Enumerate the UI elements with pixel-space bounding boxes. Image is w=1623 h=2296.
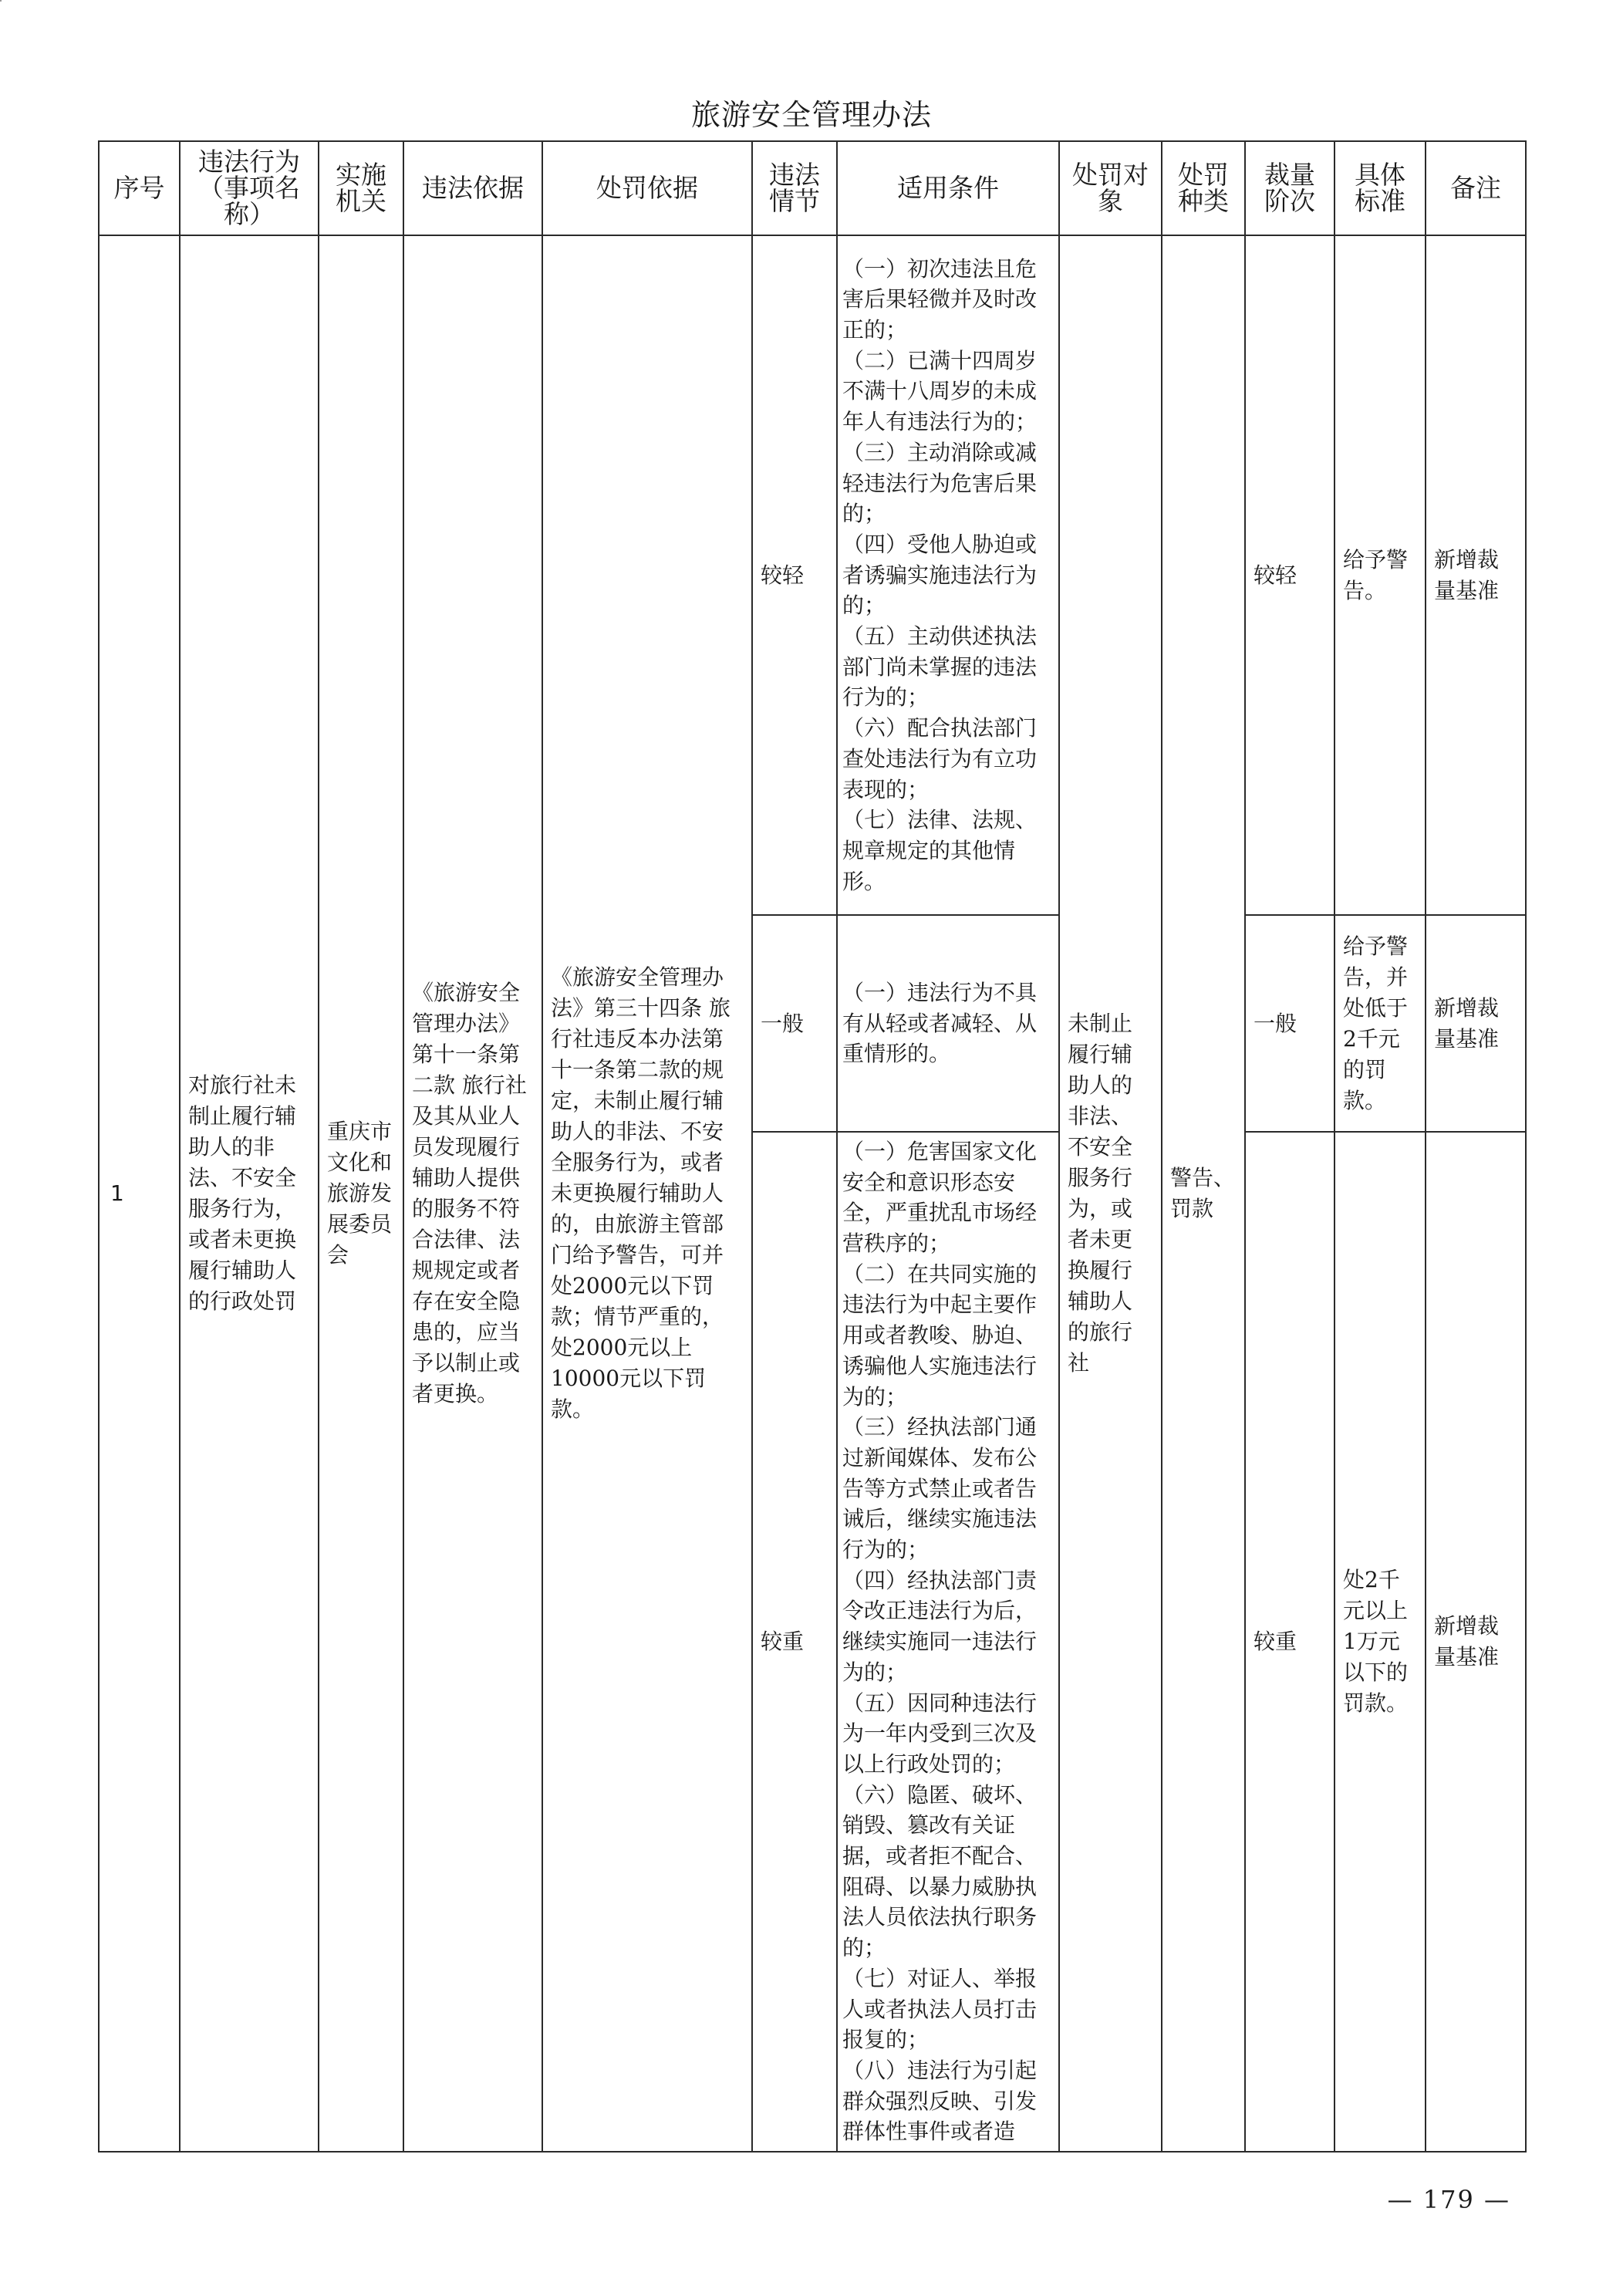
conditions-serious bbox=[837, 1132, 1059, 2152]
level-light: 较轻 bbox=[1245, 235, 1335, 915]
row-seq: 1 bbox=[99, 235, 180, 2152]
level-general: 一般 bbox=[1245, 915, 1335, 1132]
level-serious: 较重 bbox=[1245, 1132, 1335, 2152]
circumstance-serious: 较重 bbox=[752, 1132, 837, 2152]
row-violation-basis: 《旅游安全管理办法》第十一条第二款 旅行社及其从业人员发现履行辅助人提供的服务不符合法律、法规规定或者存在安全隐患的，应当予以制止或者更换。 bbox=[403, 235, 542, 2152]
row-act: 对旅行社未制止履行辅助人的非法、不安全服务行为，或者未更换履行辅助人的行政处罚 bbox=[180, 235, 319, 2152]
header-standard: 具体标准 bbox=[1335, 141, 1426, 235]
remark-light: 新增裁量基准 bbox=[1426, 235, 1526, 915]
condition-item: （七）对证人、举报人或者执法人员打击报复的； bbox=[842, 1965, 1038, 2053]
standard-light: 给予警告。 bbox=[1335, 235, 1426, 915]
page-number: — 179 — bbox=[1387, 2185, 1510, 2214]
header-act: 违法行为（事项名称） bbox=[180, 141, 319, 235]
table-header-row bbox=[99, 141, 1526, 235]
header-agency: 实施机关 bbox=[319, 141, 403, 235]
row-agency: 重庆市文化和旅游发展委员会 bbox=[319, 235, 403, 2152]
condition-item: （五）因同种违法行为一年内受到三次及以上行政处罚的； bbox=[842, 1690, 1038, 1777]
condition-item: （三）经执法部门通过新闻媒体、发布公告等方式禁止或者告诫后，继续实施违法行为的； bbox=[842, 1414, 1038, 1563]
header-penalty-type: 处罚种类 bbox=[1162, 141, 1245, 235]
condition-item: （八）违法行为引起群众强烈反映、引发群体性事件或者造 bbox=[842, 2057, 1038, 2145]
condition-item: （三）主动消除或减轻违法行为危害后果的； bbox=[842, 439, 1038, 527]
condition-item: （二）在共同实施的违法行为中起主要作用或者教唆、胁迫、诱骗他人实施违法行为的； bbox=[842, 1261, 1038, 1410]
header-penalty-basis: 处罚依据 bbox=[542, 141, 752, 235]
table-row bbox=[99, 235, 1526, 915]
standard-general: 给予警告，并处低于2千元的罚款。 bbox=[1335, 915, 1426, 1132]
conditions-light bbox=[837, 235, 1059, 915]
condition-item: （七）法律、法规、规章规定的其他情形。 bbox=[842, 807, 1038, 894]
header-conditions: 适用条件 bbox=[837, 141, 1059, 235]
condition-item: （六）配合执法部门查处违法行为有立功表现的； bbox=[842, 715, 1038, 802]
conditions-general bbox=[837, 915, 1059, 1132]
header-circumstance: 违法情节 bbox=[752, 141, 837, 235]
header-remark: 备注 bbox=[1426, 141, 1526, 235]
row-target: 未制止履行辅助人的非法、不安全服务行为，或者未更换履行辅助人的旅行社 bbox=[1059, 235, 1162, 2152]
circumstance-light: 较轻 bbox=[752, 235, 837, 915]
condition-item: （四）受他人胁迫或者诱骗实施违法行为的； bbox=[842, 531, 1038, 619]
condition-item: （二）已满十四周岁不满十八周岁的未成年人有违法行为的； bbox=[842, 347, 1038, 435]
row-penalty-basis: 《旅游安全管理办法》第三十四条 旅行社违反本办法第十一条第二款的规定，未制止履行辅助人的非法、不安全服务行为，或者未更换履行辅助人的，由旅游主管部门给予警告，可并处2000元以下罚款；情节严重的，处2000元以上10000元以下罚款。 bbox=[542, 235, 752, 2152]
condition-item: （一）违法行为不具有从轻或者减轻、从重情形的。 bbox=[842, 979, 1038, 1067]
row-penalty-type: 警告、罚款 bbox=[1162, 235, 1245, 2152]
remark-serious: 新增裁量基准 bbox=[1426, 1132, 1526, 2152]
header-level: 裁量阶次 bbox=[1245, 141, 1335, 235]
condition-item: （一）初次违法且危害后果轻微并及时改正的； bbox=[842, 255, 1038, 343]
document-title: 旅游安全管理办法 bbox=[690, 98, 932, 132]
header-target: 处罚对象 bbox=[1059, 141, 1162, 235]
header-seq: 序号 bbox=[99, 141, 180, 235]
header-violation-basis: 违法依据 bbox=[403, 141, 542, 235]
condition-item: （一）危害国家文化安全和意识形态安全，严重扰乱市场经营秩序的； bbox=[842, 1138, 1038, 1256]
condition-item: （四）经执法部门责令改正违法行为后，继续实施同一违法行为的； bbox=[842, 1567, 1038, 1685]
penalty-discretion-table bbox=[98, 140, 1527, 2152]
standard-serious: 处2千元以上1万元以下的罚款。 bbox=[1335, 1132, 1426, 2152]
circumstance-general: 一般 bbox=[752, 915, 837, 1132]
condition-item: （六）隐匿、破坏、销毁、篡改有关证据，或者拒不配合、阻碍、以暴力威胁执法人员依法执行职务的； bbox=[842, 1781, 1038, 1961]
condition-item: （五）主动供述执法部门尚未掌握的违法行为的； bbox=[842, 623, 1038, 711]
scan-corner-mark bbox=[0, 0, 2, 2]
remark-general: 新增裁量基准 bbox=[1426, 915, 1526, 1132]
